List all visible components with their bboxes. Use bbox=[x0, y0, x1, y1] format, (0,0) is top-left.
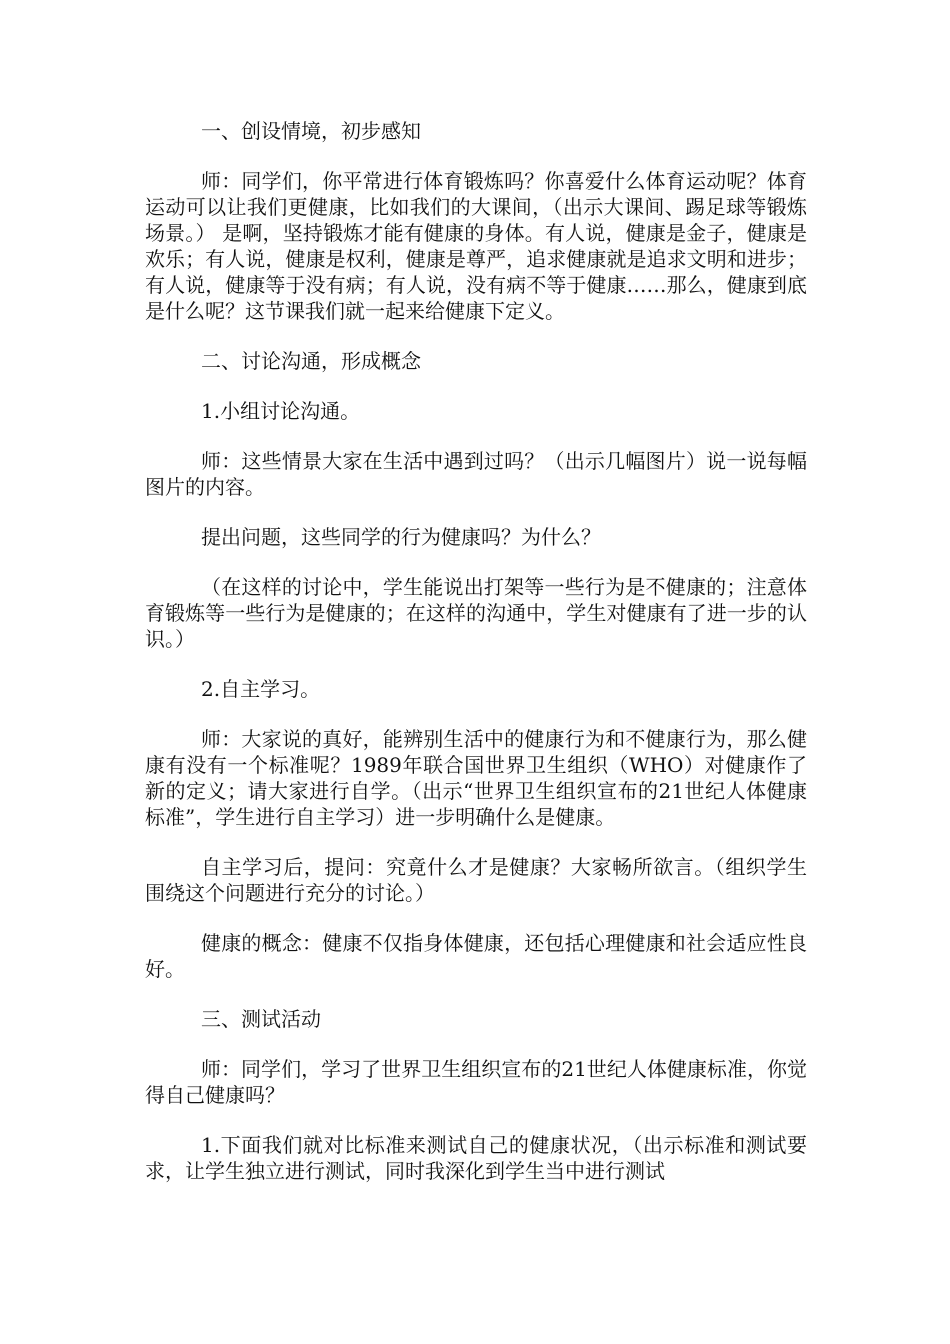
section-1-heading: 一、创设情境，初步感知 bbox=[201, 119, 421, 143]
section-3-heading: 三、测试活动 bbox=[201, 1007, 321, 1031]
section-3-paragraph-1: 师：同学们，学习了世界卫生组织宣布的21世纪人体健康标准，你觉得自己健康吗？ bbox=[145, 1057, 807, 1107]
section-2-paragraph-2: 提出问题，这些同学的行为健康吗？为什么？ bbox=[201, 525, 601, 549]
section-2-paragraph-4: 师：大家说的真好，能辨别生活中的健康行为和不健康行为，那么健康有没有一个标准呢？1989年联合国世界卫生组织（WHO）对健康作了新的定义；请大家进行自学。（出示“世界卫生组织宣布的21世纪人体健康标准”，学生进行自主学习）进一步明确什么是健康。 bbox=[145, 727, 807, 829]
section-2-paragraph-5: 自主学习后，提问：究竟什么才是健康？大家畅所欲言。（组织学生围绕这个问题进行充分的讨论。） bbox=[145, 855, 807, 905]
section-2-paragraph-3: （在这样的讨论中，学生能说出打架等一些行为是不健康的；注意体育锻炼等一些行为是健康的；在这样的沟通中，学生对健康有了进一步的认识。） bbox=[145, 575, 807, 651]
section-1-paragraph-1: 师：同学们，你平常进行体育锻炼吗？你喜爱什么体育运动呢？体育运动可以让我们更健康，比如我们的大课间，（出示大课间、踢足球等锻炼场景。） 是啊，坚持锻炼才能有健康的身体。有人说，健康是金子，健康是欢乐；有人说，健康是权利，健康是尊严，追求健康就是追求文明和进步；有人说，健康等于没有病；有人说，没有病不等于健康……那么，健康到底是什么呢？这节课我们就一起来给健康下定义。 bbox=[145, 169, 807, 323]
section-2-subheading-1: 1.小组讨论沟通。 bbox=[201, 399, 361, 423]
section-2-subheading-2: 2.自主学习。 bbox=[201, 677, 321, 701]
document-page bbox=[145, 118, 807, 1208]
section-2-heading: 二、讨论沟通，形成概念 bbox=[201, 349, 421, 373]
section-2-paragraph-1: 师：这些情景大家在生活中遇到过吗？（出示几幅图片）说一说每幅图片的内容。 bbox=[145, 449, 807, 499]
section-3-paragraph-2: 1.下面我们就对比标准来测试自己的健康状况，（出示标准和测试要求，让学生独立进行测试，同时我深化到学生当中进行测试 bbox=[145, 1133, 807, 1183]
section-2-paragraph-6: 健康的概念：健康不仅指身体健康，还包括心理健康和社会适应性良好。 bbox=[145, 931, 807, 981]
